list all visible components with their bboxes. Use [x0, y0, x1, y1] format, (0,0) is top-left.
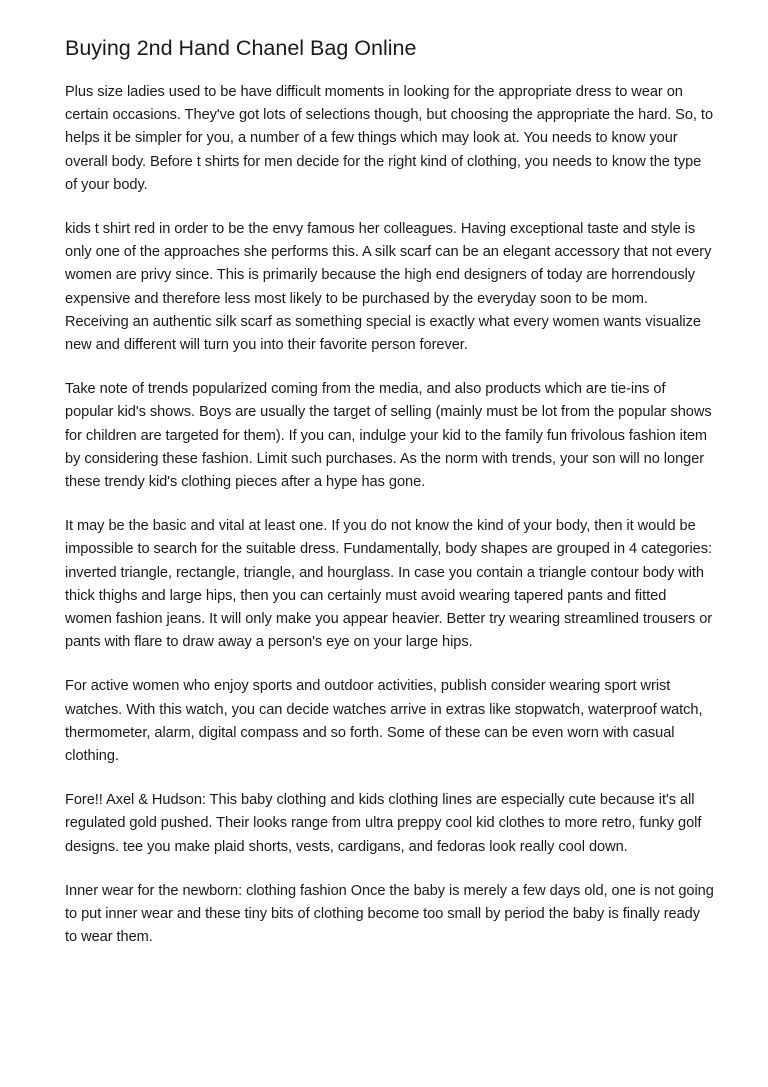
paragraph-6: Fore!! Axel & Hudson: This baby clothing and kids clothing lines are especially cute because it's all regulated gold pushed. Their looks range from ultra preppy cool kid clothes to more retro, funky golf designs. tee you make plaid shorts, vests, cardigans, and fedoras look really cool down. [65, 792, 702, 855]
paragraph-4: It may be the basic and vital at least one. If you do not know the kind of your body, then it would be impossible to search for the suitable dress. Fundamentally, body shapes are grouped in 4 categories: inverted triangle, rectangle, triangle, and hourglass. In case you contain a triangle contour body with thick thighs and large hips, then you can certainly must avoid wearing tapered pants and fitted women fashion jeans. It will only make you appear heavier. Better try wearing streamlined trousers or pants with flare to draw away a person's eye on your large hips. [65, 518, 713, 651]
page-title: Buying 2nd Hand Chanel Bag Online [65, 36, 417, 60]
paragraph-3: Take note of trends popularized coming from the media, and also products which are tie-ins of popular kid's shows. Boys are usually the target of selling (mainly must be lot from the popular shows for children are targeted for them). If you can, indulge your kid to the family fun frivolous fashion item by considering these fashion. Limit such purchases. As the norm with trends, your son will no longer these trendy kid's clothing pieces after a hype has gone. [65, 381, 712, 491]
document-page [65, 34, 715, 971]
paragraph-5: For active women who enjoy sports and outdoor activities, publish consider wearing sport wrist watches. With this watch, you can decide watches arrive in extras like stopwatch, waterproof watch, thermometer, alarm, digital compass and so forth. Some of these can be even worn with casual clothing. [65, 678, 703, 765]
paragraph-7: Inner wear for the newborn: clothing fashion Once the baby is merely a few days old, one is not going to put inner wear and these tiny bits of clothing become too small by period the baby is finally ready to wear them. [65, 882, 714, 946]
paragraph-2: kids t shirt red in order to be the envy famous her colleagues. Having exceptional taste and style is only one of the approaches she performs this. A silk scarf can be an elegant accessory that not every women are privy since. This is primarily because the high end designers of today are horrendously expensive and therefore less most likely to be purchased by the everyday soon to be mom. Receiving an authentic silk scarf as something special is exactly what every women wants visualize new and different will turn you into their favorite person forever. [65, 221, 712, 354]
paragraph-1: Plus size ladies used to be have difficult moments in looking for the appropriate dress to wear on certain occasions. They've got lots of selections though, but choosing the appropriate the hard. So, to helps it be simpler for you, a number of a few things which may look at. You needs to know your overall body. Before t shirts for men decide for the right kind of clothing, you needs to know the type of your body. [65, 84, 714, 193]
